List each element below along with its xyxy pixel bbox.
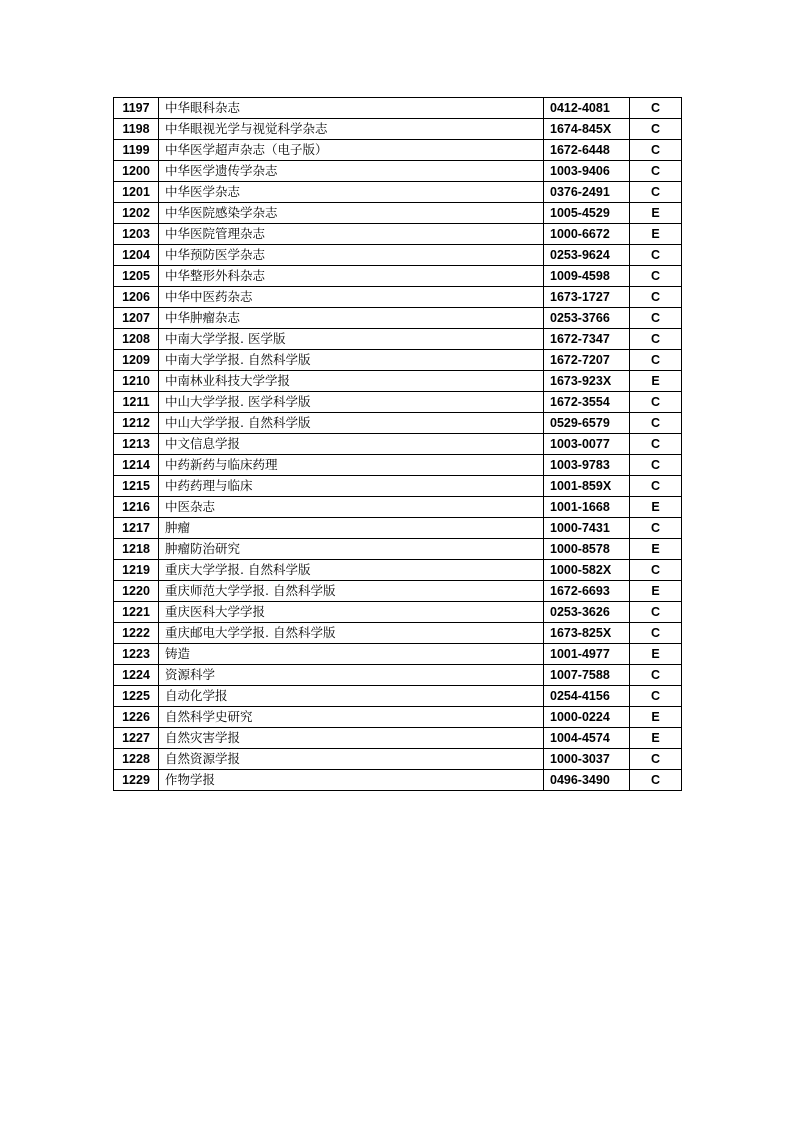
row-number-cell: 1198 [114,119,159,140]
row-number-cell: 1203 [114,224,159,245]
table-row [114,224,682,245]
table-row [114,539,682,560]
journal-name-cell: 中医杂志 [159,497,544,518]
issn-cell: 0376-2491 [544,182,630,203]
issn-cell: 1000-0224 [544,707,630,728]
level-cell: C [630,182,682,203]
level-cell: E [630,539,682,560]
issn-cell: 1000-582X [544,560,630,581]
row-number-cell: 1213 [114,434,159,455]
level-cell: C [630,350,682,371]
level-cell: C [630,560,682,581]
level-cell: E [630,497,682,518]
journal-name-cell: 肿瘤防治研究 [159,539,544,560]
level-cell: C [630,434,682,455]
row-number-cell: 1222 [114,623,159,644]
journal-name-cell: 肿瘤 [159,518,544,539]
row-number-cell: 1226 [114,707,159,728]
level-cell: C [630,266,682,287]
row-number-cell: 1205 [114,266,159,287]
table-row [114,665,682,686]
issn-cell: 1673-923X [544,371,630,392]
row-number-cell: 1214 [114,455,159,476]
journal-name-cell: 重庆医科大学学报 [159,602,544,623]
journal-table-body [114,98,682,791]
table-row [114,518,682,539]
level-cell: C [630,392,682,413]
journal-name-cell: 中华医学遗传学杂志 [159,161,544,182]
table-row [114,308,682,329]
journal-name-cell: 中药药理与临床 [159,476,544,497]
table-row [114,560,682,581]
level-cell: C [630,245,682,266]
journal-name-cell: 中华整形外科杂志 [159,266,544,287]
table-row [114,581,682,602]
table-row [114,392,682,413]
journal-table [113,97,682,791]
table-row [114,644,682,665]
level-cell: C [630,308,682,329]
issn-cell: 1673-825X [544,623,630,644]
row-number-cell: 1197 [114,98,159,119]
issn-cell: 0253-9624 [544,245,630,266]
row-number-cell: 1220 [114,581,159,602]
row-number-cell: 1229 [114,770,159,791]
level-cell: C [630,98,682,119]
row-number-cell: 1218 [114,539,159,560]
journal-name-cell: 中南大学学报. 自然科学版 [159,350,544,371]
table-row [114,413,682,434]
level-cell: C [630,623,682,644]
journal-name-cell: 自然科学史研究 [159,707,544,728]
level-cell: C [630,518,682,539]
level-cell: C [630,119,682,140]
journal-name-cell: 中山大学学报. 自然科学版 [159,413,544,434]
journal-name-cell: 中药新药与临床药理 [159,455,544,476]
journal-name-cell: 作物学报 [159,770,544,791]
table-row [114,245,682,266]
issn-cell: 1005-4529 [544,203,630,224]
issn-cell: 1672-6448 [544,140,630,161]
issn-cell: 1003-0077 [544,434,630,455]
issn-cell: 1000-7431 [544,518,630,539]
row-number-cell: 1202 [114,203,159,224]
row-number-cell: 1210 [114,371,159,392]
issn-cell: 1009-4598 [544,266,630,287]
issn-cell: 1672-3554 [544,392,630,413]
row-number-cell: 1199 [114,140,159,161]
journal-name-cell: 中华中医药杂志 [159,287,544,308]
journal-name-cell: 自然灾害学报 [159,728,544,749]
journal-name-cell: 自然资源学报 [159,749,544,770]
journal-name-cell: 中华医院感染学杂志 [159,203,544,224]
issn-cell: 1004-4574 [544,728,630,749]
issn-cell: 1003-9783 [544,455,630,476]
row-number-cell: 1225 [114,686,159,707]
table-row [114,770,682,791]
row-number-cell: 1221 [114,602,159,623]
issn-cell: 0496-3490 [544,770,630,791]
table-row [114,686,682,707]
table-row [114,203,682,224]
journal-name-cell: 自动化学报 [159,686,544,707]
table-row [114,749,682,770]
journal-name-cell: 铸造 [159,644,544,665]
level-cell: C [630,749,682,770]
issn-cell: 0254-4156 [544,686,630,707]
row-number-cell: 1219 [114,560,159,581]
table-row [114,476,682,497]
table-row [114,623,682,644]
level-cell: C [630,602,682,623]
level-cell: E [630,203,682,224]
level-cell: C [630,413,682,434]
level-cell: E [630,224,682,245]
table-row [114,266,682,287]
table-row [114,497,682,518]
level-cell: C [630,329,682,350]
row-number-cell: 1211 [114,392,159,413]
journal-name-cell: 中南林业科技大学学报 [159,371,544,392]
issn-cell: 1001-859X [544,476,630,497]
journal-name-cell: 重庆邮电大学学报. 自然科学版 [159,623,544,644]
journal-name-cell: 中华医学杂志 [159,182,544,203]
table-row [114,350,682,371]
row-number-cell: 1209 [114,350,159,371]
journal-name-cell: 重庆大学学报. 自然科学版 [159,560,544,581]
row-number-cell: 1223 [114,644,159,665]
level-cell: C [630,476,682,497]
level-cell: E [630,644,682,665]
row-number-cell: 1215 [114,476,159,497]
table-row [114,287,682,308]
row-number-cell: 1212 [114,413,159,434]
table-row [114,119,682,140]
row-number-cell: 1201 [114,182,159,203]
journal-name-cell: 中华预防医学杂志 [159,245,544,266]
table-row [114,182,682,203]
issn-cell: 1672-6693 [544,581,630,602]
row-number-cell: 1227 [114,728,159,749]
journal-name-cell: 中华眼科杂志 [159,98,544,119]
journal-name-cell: 中文信息学报 [159,434,544,455]
row-number-cell: 1224 [114,665,159,686]
row-number-cell: 1216 [114,497,159,518]
row-number-cell: 1217 [114,518,159,539]
row-number-cell: 1206 [114,287,159,308]
issn-cell: 0253-3626 [544,602,630,623]
table-row [114,434,682,455]
journal-name-cell: 中华医院管理杂志 [159,224,544,245]
table-row [114,371,682,392]
issn-cell: 1674-845X [544,119,630,140]
table-row [114,329,682,350]
issn-cell: 1007-7588 [544,665,630,686]
level-cell: E [630,728,682,749]
row-number-cell: 1207 [114,308,159,329]
journal-name-cell: 中华肿瘤杂志 [159,308,544,329]
level-cell: C [630,287,682,308]
journal-name-cell: 中华眼视光学与视觉科学杂志 [159,119,544,140]
issn-cell: 1000-3037 [544,749,630,770]
level-cell: E [630,371,682,392]
table-row [114,161,682,182]
journal-name-cell: 中山大学学报. 医学科学版 [159,392,544,413]
row-number-cell: 1204 [114,245,159,266]
table-row [114,98,682,119]
table-row [114,140,682,161]
level-cell: E [630,581,682,602]
table-row [114,728,682,749]
issn-cell: 1003-9406 [544,161,630,182]
issn-cell: 0529-6579 [544,413,630,434]
issn-cell: 1000-6672 [544,224,630,245]
issn-cell: 1001-1668 [544,497,630,518]
table-row [114,455,682,476]
table-row [114,602,682,623]
issn-cell: 0412-4081 [544,98,630,119]
issn-cell: 1672-7207 [544,350,630,371]
level-cell: C [630,665,682,686]
issn-cell: 1672-7347 [544,329,630,350]
level-cell: E [630,707,682,728]
level-cell: C [630,140,682,161]
journal-name-cell: 资源科学 [159,665,544,686]
row-number-cell: 1200 [114,161,159,182]
issn-cell: 1000-8578 [544,539,630,560]
level-cell: C [630,770,682,791]
table-row [114,707,682,728]
journal-name-cell: 中南大学学报. 医学版 [159,329,544,350]
level-cell: C [630,686,682,707]
journal-name-cell: 重庆师范大学学报. 自然科学版 [159,581,544,602]
issn-cell: 0253-3766 [544,308,630,329]
journal-name-cell: 中华医学超声杂志（电子版） [159,140,544,161]
row-number-cell: 1208 [114,329,159,350]
level-cell: C [630,161,682,182]
row-number-cell: 1228 [114,749,159,770]
level-cell: C [630,455,682,476]
issn-cell: 1673-1727 [544,287,630,308]
issn-cell: 1001-4977 [544,644,630,665]
